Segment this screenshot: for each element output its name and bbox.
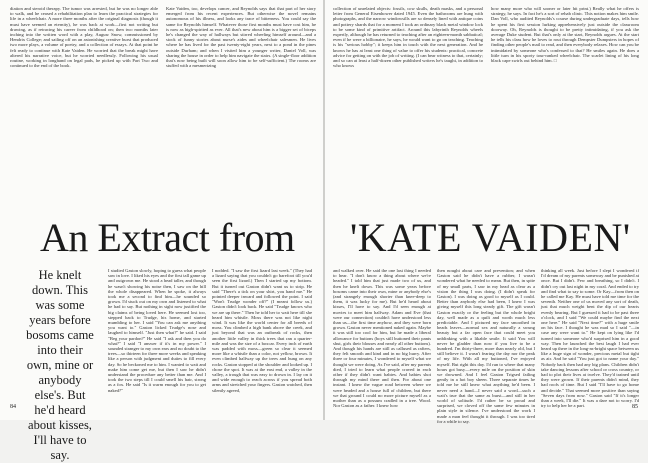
essay-column-4	[491, 6, 639, 114]
pull-quote: He knelt down. This was some years before bosoms came into their own, mine or anybody else's. But he'd heard about kisses, I'll have to say.	[26, 268, 94, 462]
title-left: An Extract from	[40, 215, 295, 260]
story-text: thinking all week. Just before I slept I wondered if I'd dream of my parents someway and be punished at once. But I didn't. Few and breathing, so I didn't. I didn't cry out last night in my coral. And ended to try and find what to say to some. Or Kay—from then on he called me Kay. He must have told me time for the seventh. Neither one of us moved any sort of death, just that much weight bent the dip of our hearts evenly bearing. But I guessed it had to be past three o'clock, and I said "We could maybe find the next one here." He said "Next time?" with a huge smile on his face. I thought he was mad so I said "—in case any were want to." He kept on lying like I'd turned into someone who'd surprised him in a good way. Then he launched the best laugh I had ever heard up there in the long-as-bright space between us like a huge sign of wonder, precious metal but tight as air. And he said "You just got to name your day." Nobody back then had any big plans. Children didn't take dancing lessons after school or cross country, or had to plot their lives at twelve. They'd trained until they were grown. If their parents didn't mind, they had roofs of time. But I said "I'll have to go home and decide." That seemed more positive than saying "Seven days from now." Gaston said "If it's longer than a week, I'll die." It was a dare not to worry. I'd try to help her be a part.	[541, 268, 639, 409]
story-text: and walked over. He said the one last thing I needed to hear. "I don't know a thing about where we're headed." I told him that just made two of us, and then he knelt down. This was some years before bosoms came into their own, mine or anybody else's (and strangely enough shorter than knee-deep to them, it was lucky for me). But he'd heard about kisses, I'll have to say. And I'd seen enough at movies to meet him halfway. Adam and Eve (that were our connection) couldn't have understood less than us—the first time anyhow, and they were born grown. Gaston never mentioned naked again. Maybe it was still too cool for him, but he made a liberal allowance for buttons (boys still buttoned their pants shut, girls their blouses and nearly all other buttons). And though his hands are still as callused as rafters, they felt smooth and kind and in no big hurry. After three or four minutes, I wondered to myself what we thought we were doing. As I've said, after my parents died, I tried to learn what people craved in each other if they didn't want babies. And babies shot through my mind there and then. For about one instant. I knew the vague road between where we were headed and a house full of children, but there we that ground I could no more picture myself as a mother than as a possum cradled in a tree. Wood. Nor Gaston as a father. I knew how	[333, 268, 431, 409]
right-page	[325, 0, 648, 424]
page-number-right: 85	[632, 404, 638, 410]
story-text: I nodded. "I saw the first lizard last week." (They had a lizard saying that you couldn't go barefoot till you'd seen the first lizard.) Then I started up my bottom. But it turned out Gaston didn't want us to strip. He said "There's a tick on your shirt, you hand me." He pointed deeper inward and followed the point. I said "Won't Trudge wonder off?" (I meant follow us.) Gaston didn't look back. He said "Trudge knows who we are up there." Then he told her to wait here till she heard him whistle. Moss there was not like night wind. It was like the world center for all breeds of moss. You climbed a high bank above the creek, and just beyond that was an outbreak of rocks, then another little valley in thick trees that ran a quarter-mile and was the size of a boxcar. Every inch of earth was padded with moss—green so clear it seemed more like a whistle than a color, not yellow, brown. It even climbed halfway up the trees and hung on any rocks. Gaston stopped at the shoulder and looked up. I chose the spot. It was at the east end, a valley in the valley, a trough that was easy to drown in. I lay on it and wide enough to reach across if you spread both arms and stretched your fingers. Gaston watched, then silently agreed,	[212, 268, 312, 393]
essay-text: how many more who will sooner or later hit print.) Really what he offers is strategy, he says. In fact he's a sort of rehab clinic. This notion makes him smile. Dan Voll, who audited Reynolds's course during undergraduate days, tells how he spent his first session lurking apprehensively just outside the classroom doorway. Oh, Reynolds is thought to be pretty intimidating, if you ask the average Duke student. But that's only at the start, Reynolds argues. At the start he tells his class how he loves to rout through Dempster Dumpsters in hopes of finding other people's mail to read, and then everybody relaxes. How can you be intimidated by someone who's confessed to that? He smiles again. He does a little turn in his sporty tour-ranked wheelchair. The scarlet lining of his long black cape swirls out behind him. □	[491, 6, 639, 64]
story-text: then nought about care and prevention; and when Gaston said he didn't have a rubber, I wasn't wondered what he needed to mean. But then, in spite of my small parts, I saw in my head as clear as a vision the thing I was doing. (I didn't speak for Gaston). I was doing as good to myself as I could. Better than anybody else had been, I knew I was giving myself this long steady gift. The gift wasn't Gaston exactly or the feeling but the whole bright day, well made as a quilt and worth much less predictable. And I pictured my face smoothed in beads leaves—normal sex and naturally a swung beauty but a far open face that could meet you unblinking with a likable smile. It said You will never be gladder than now if you live to be a hundred. I'm thirty-three, more than nearly old, but I still believe it. I wasn't fearing the day nor the peak of my life. With all my buttoned, I've enjoyed myself. But right this day. I'd run to where that many hours got busy—every mile on the position of skin we drowned. And I feel Gaston Trigsed failing gently in a hot boy sheen. Three separate times he told me he still knew what anything he'd been. I never need a hand—I never said a word—such a wait's true that the same as burst—and still in her world of solitude. I'd rather be so proud and surprised, we cloved off the same few minutes in plain style in silence. I've understood the work I made a man feel thought it through. I was too tired for a while to say.	[437, 268, 535, 424]
story-column-3	[333, 268, 431, 409]
essay-column-1	[10, 6, 158, 114]
title-right: 'KATE VAIDEN'	[350, 215, 631, 260]
story-text: I studied Gaston slowly, hoping to guess what people saw in love. I liked his eyes and the first tall game up and outgrown me. He stood a head taller, and though he wasn't showing his noise then, I saw on the hill the whole disappeared. When he spoke, it always took me a second to find him—he sounded so grown. I'd stuck out on my own and listened to what he had to say. But nothing in sight now justified the big claims of being loved here. He seemed lost too, stepped back to Trudge, his home, and started mumbling to her. I said "You can ask me anything you want to." Gaston licked Trudge's nose and laughed to himself. "Just then what?" he said. I said "Beg your pardon?" He said "I ask and then you do what?" I said "I answer if it's in my power." I sounded stranger to my own ears and no doubt to the trees—so thirteen for three more weeks and speaking like a person with judgment and duties to fill every day. So he beckoned me to him. I wanted to wait and make him come get me, but then I saw he didn't understand the procedure any better than me. And I took the two steps till I could smell his hair, strong as a fox. He said "Is it warm enough for you to get naked?"	[108, 268, 206, 393]
story-column-1	[108, 268, 206, 404]
essay-text: diation and steroid therapy. The tumor was arrested, but he was no longer able to walk, and he ceased a rehabilitation plan to learn the practical strategies for life in a wheelchair. A more three months after the original diagnosis (though it must have seemed an eternity), he was back at work—first not writing but drawing, as if retracing his career from childhood on; then two months later inching into the written word with a play, Augusr Snow, commissioned by Hendrix College; and sailing off on an astonishing creative burst that produced two more plays, a volume of poetry, and a collection of essays. At that point he felt ready to continue with Kate Vaiden. He worried that the break might have altered his narrative voice, but he worried needlessly. Following his usual routine, working in longhand on legal pads, he picked up with Part Two and continued to the end of the book.	[10, 6, 158, 69]
essay-text: collection of unrelated objects: fossils, cow skulls, death masks, and a personal letter from General Eisenhower dated 1945. Even the bathrooms are hung with photographs, and the narrow windowsills are so densely lined with antique coins and pottery shards that for a moment I took an ordinary black metal window lock to be some kind of primitive artifact. Around this labyrinth Reynolds wheels expertly, although he has returned to teaching after an eighteen-month sabbatical; even if he were a billionaire, he says, he would want to go on teaching. Teaching is his "serious hobby"; it keeps him in touch with the next generation. And he knows he has at least one thing of value to offer his students: practical, concrete advice for getting on with the job of writing. (I can bear witness to that, certainly; and so can at least a half-dozen other published writers he's taught, in addition to who knows	[333, 6, 483, 69]
story-column-2	[212, 268, 312, 404]
left-page	[0, 0, 323, 462]
page-number-left: 84	[10, 404, 16, 410]
essay-text: Kate Vaiden, too, develops cancer, and Reynolds says that that part of her story emerged from his recent experiences. But otherwise the novel remains autonomous of his illness, and looks any trace of bitterness. You could say the same for Reynolds himself. Whatever those first months must have cost him, he is now as high-spirited as ever. All that's new about him is a bigger set of biceps he's changed the way of hallways but stirred wheeling himself around—and a stock of funny stories about nurse's aides and wheelchair salesmen. He lives where he has lived for the past twenty-eight years, next to a pond in the pines outside Durham; and when I visited him a younger writer, Daniel Voll, was sharing the house in order to help him navigate the stairs. (A single-floor addition that's now being built will soon allow him to be self-sufficient.) The rooms are stuffed with a mesmerizing	[166, 6, 316, 69]
essay-column-3	[333, 6, 483, 114]
essay-column-2	[166, 6, 316, 114]
story-column-4	[437, 268, 535, 424]
